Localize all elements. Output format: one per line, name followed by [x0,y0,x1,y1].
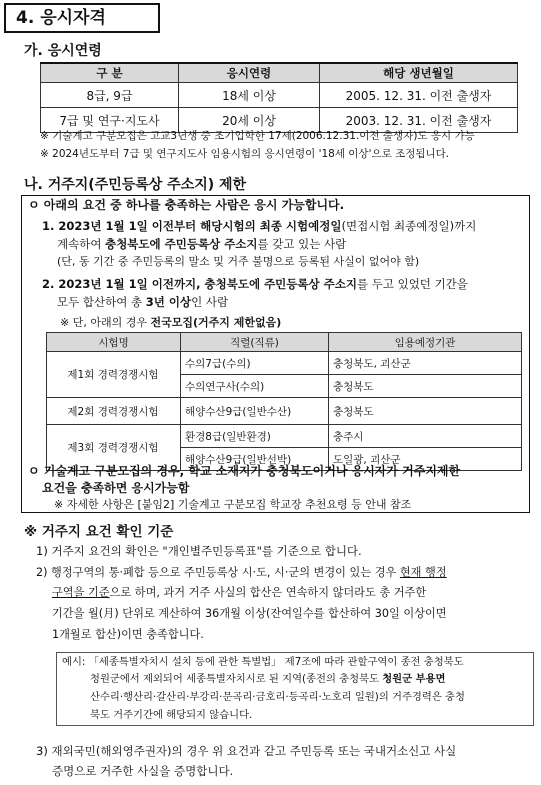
exception-a: ※ 단, 아래의 경우 [60,316,151,329]
residence-intro: ㅇ 아래의 요건 중 하나를 충족하는 사람은 응시 가능합니다. [28,198,345,212]
example-line2-b: 청원군 부용면 [382,673,446,685]
tech-line-1: ㅇ 기술계고 구분모집의 경우, 학교 소재지가 충청북도이거나 응시자가 거주지제한 [28,464,461,478]
item2-line2-a: 모두 합산하여 총 [57,295,146,309]
table-cell: 제1회 경력경쟁시험 [47,352,181,398]
exam-header-org: 임용예정기관 [329,333,522,352]
criteria-2-line1 [36,564,447,582]
exam-header-name: 시험명 [47,333,181,352]
table-cell: 충청북도 [329,375,522,398]
age-note-2: ※ 2024년도부터 7급 및 연구지도사 임용시험의 응시연령이 '18세 이상'으로 조정됩니다. [40,148,450,160]
age-heading: 가. 응시연령 [24,43,102,59]
table-cell: 7급 및 연구·지도사 [41,108,179,133]
table-cell: 충청북도, 괴산군 [329,352,522,375]
item1-line3: (단, 동 기간 중 주민등록의 말소 및 거주 불명으로 등록된 사실이 없어야 함) [57,255,420,268]
criteria-2-line2 [52,584,426,602]
tech-note: ※ 자세한 사항은 [붙임2] 기술계고 구분모집 학교장 추천요령 등 안내 참조 [54,498,412,511]
criteria-2-line3: 기간을 월(月) 단위로 계산하여 36개월 이상(잔여일수를 합산하여 30일 이상이면 [52,607,447,620]
table-cell: 수의연구사(수의) [181,375,329,398]
example-line2 [90,670,445,688]
item1-line1 [42,217,476,235]
table-cell: 환경8급(일반환경) [181,425,329,448]
table-cell: 2005. 12. 31. 이전 출생자 [320,83,518,108]
tech-line-2: 요건을 충족하면 응시가능함 [42,481,190,495]
criteria-2-line4: 1개월로 합산)이면 충족합니다. [52,628,204,641]
residence-heading: 나. 거주지(주민등록상 주소지) 제한 [24,177,247,193]
table-cell: 충청북도 [329,398,522,425]
criteria-3-line2: 증명으로 거주한 사실을 증명합니다. [52,764,234,778]
example-line3: 산수리·행산리·갈산리·부강리·문곡리·금호리·등곡리·노호리 일원)의 거주경력은 충청 [90,691,465,703]
table-cell: 제2회 경력경쟁시험 [47,398,181,425]
table-row [47,398,522,425]
criteria-2-b: 현재 행정 [399,566,447,579]
table-row [41,83,518,108]
exception-note [60,314,281,332]
exam-header-job: 직렬(직류) [181,333,329,352]
criteria-1: 1) 거주지 요건의 확인은 "개인별주민등록표"를 기준으로 합니다. [36,544,362,558]
item2-line2 [57,293,228,311]
age-note-1: ※ 기술계고 구분모집은 고교3년생 중 조기입학한 17세(2006.12.31.이전 출생자)도 응시 가능 [40,130,475,142]
criteria-heading: ※ 거주지 요건 확인 기준 [24,524,174,540]
criteria-2-d: 으로 하며, 과거 거주 사실의 합산은 연속하지 않더라도 총 거주한 [109,586,427,599]
item1-line2-b: 충청북도에 주민등록상 주소지 [105,237,258,251]
example-line1: 예시: 「세종특별자치시 설치 등에 관한 특별법」 제7조에 따라 관할구역이 종전 충청북도 [62,656,464,668]
age-header-age: 응시연령 [179,63,320,83]
table-cell: 충주시 [329,425,522,448]
example-line2-a: 청원군에서 제외되어 세종특별자치시로 된 지역(종전의 충청북도 [90,673,383,685]
item1-line2-c: 를 갖고 있는 사람 [257,237,347,251]
age-header-category: 구 분 [41,63,179,83]
exam-table [46,332,522,471]
table-cell: 제3회 경력경쟁시험 [47,425,181,471]
criteria-2-a: 2) 행정구역의 통·폐합 등으로 주민등록상 시·도, 시·군의 변경이 있는 경우 [36,566,400,579]
age-header-birth: 해당 생년월일 [320,63,518,83]
item1-line2 [57,235,346,253]
exception-b: 전국모집(거주지 제한없음) [150,316,282,329]
item2-line1 [42,275,468,293]
table-cell: 2003. 12. 31. 이전 출생자 [320,108,518,133]
example-line4: 북도 거주기간에 해당되지 않습니다. [90,709,253,721]
table-cell: 20세 이상 [179,108,320,133]
table-row [47,425,522,448]
table-cell: 8급, 9급 [41,83,179,108]
table-cell: 해양수산9급(일반수산) [181,398,329,425]
item1-line2-a: 계속하여 [57,237,106,251]
table-cell: 수의7급(수의) [181,352,329,375]
section-title: 4. 응시자격 [4,3,160,33]
item2-bold: 2. 2023년 1월 1일 이전까지, 충청북도에 주민등록상 주소지 [42,277,357,291]
item1-rest: (면접시험 최종예정일)까지 [341,219,477,233]
table-cell: 해양수산9급(일반선박) [181,448,329,471]
table-cell: 도일광, 괴산군 [329,448,522,471]
criteria-2-c: 구역을 기준 [52,586,110,599]
item2-line2-c: 인 사람 [191,295,229,309]
item2-rest: 를 두고 있었던 기간을 [356,277,468,291]
item2-line2-b: 3년 이상 [145,295,192,309]
item1-bold: 1. 2023년 1월 1일 이전부터 해당시험의 최종 시험예정일 [42,219,342,233]
criteria-3-line1: 3) 재외국민(해외영주권자)의 경우 위 요건과 같고 주민등록 또는 국내거소신고 사실 [36,744,457,758]
table-cell: 18세 이상 [179,83,320,108]
table-row [47,352,522,375]
age-table [40,62,518,133]
